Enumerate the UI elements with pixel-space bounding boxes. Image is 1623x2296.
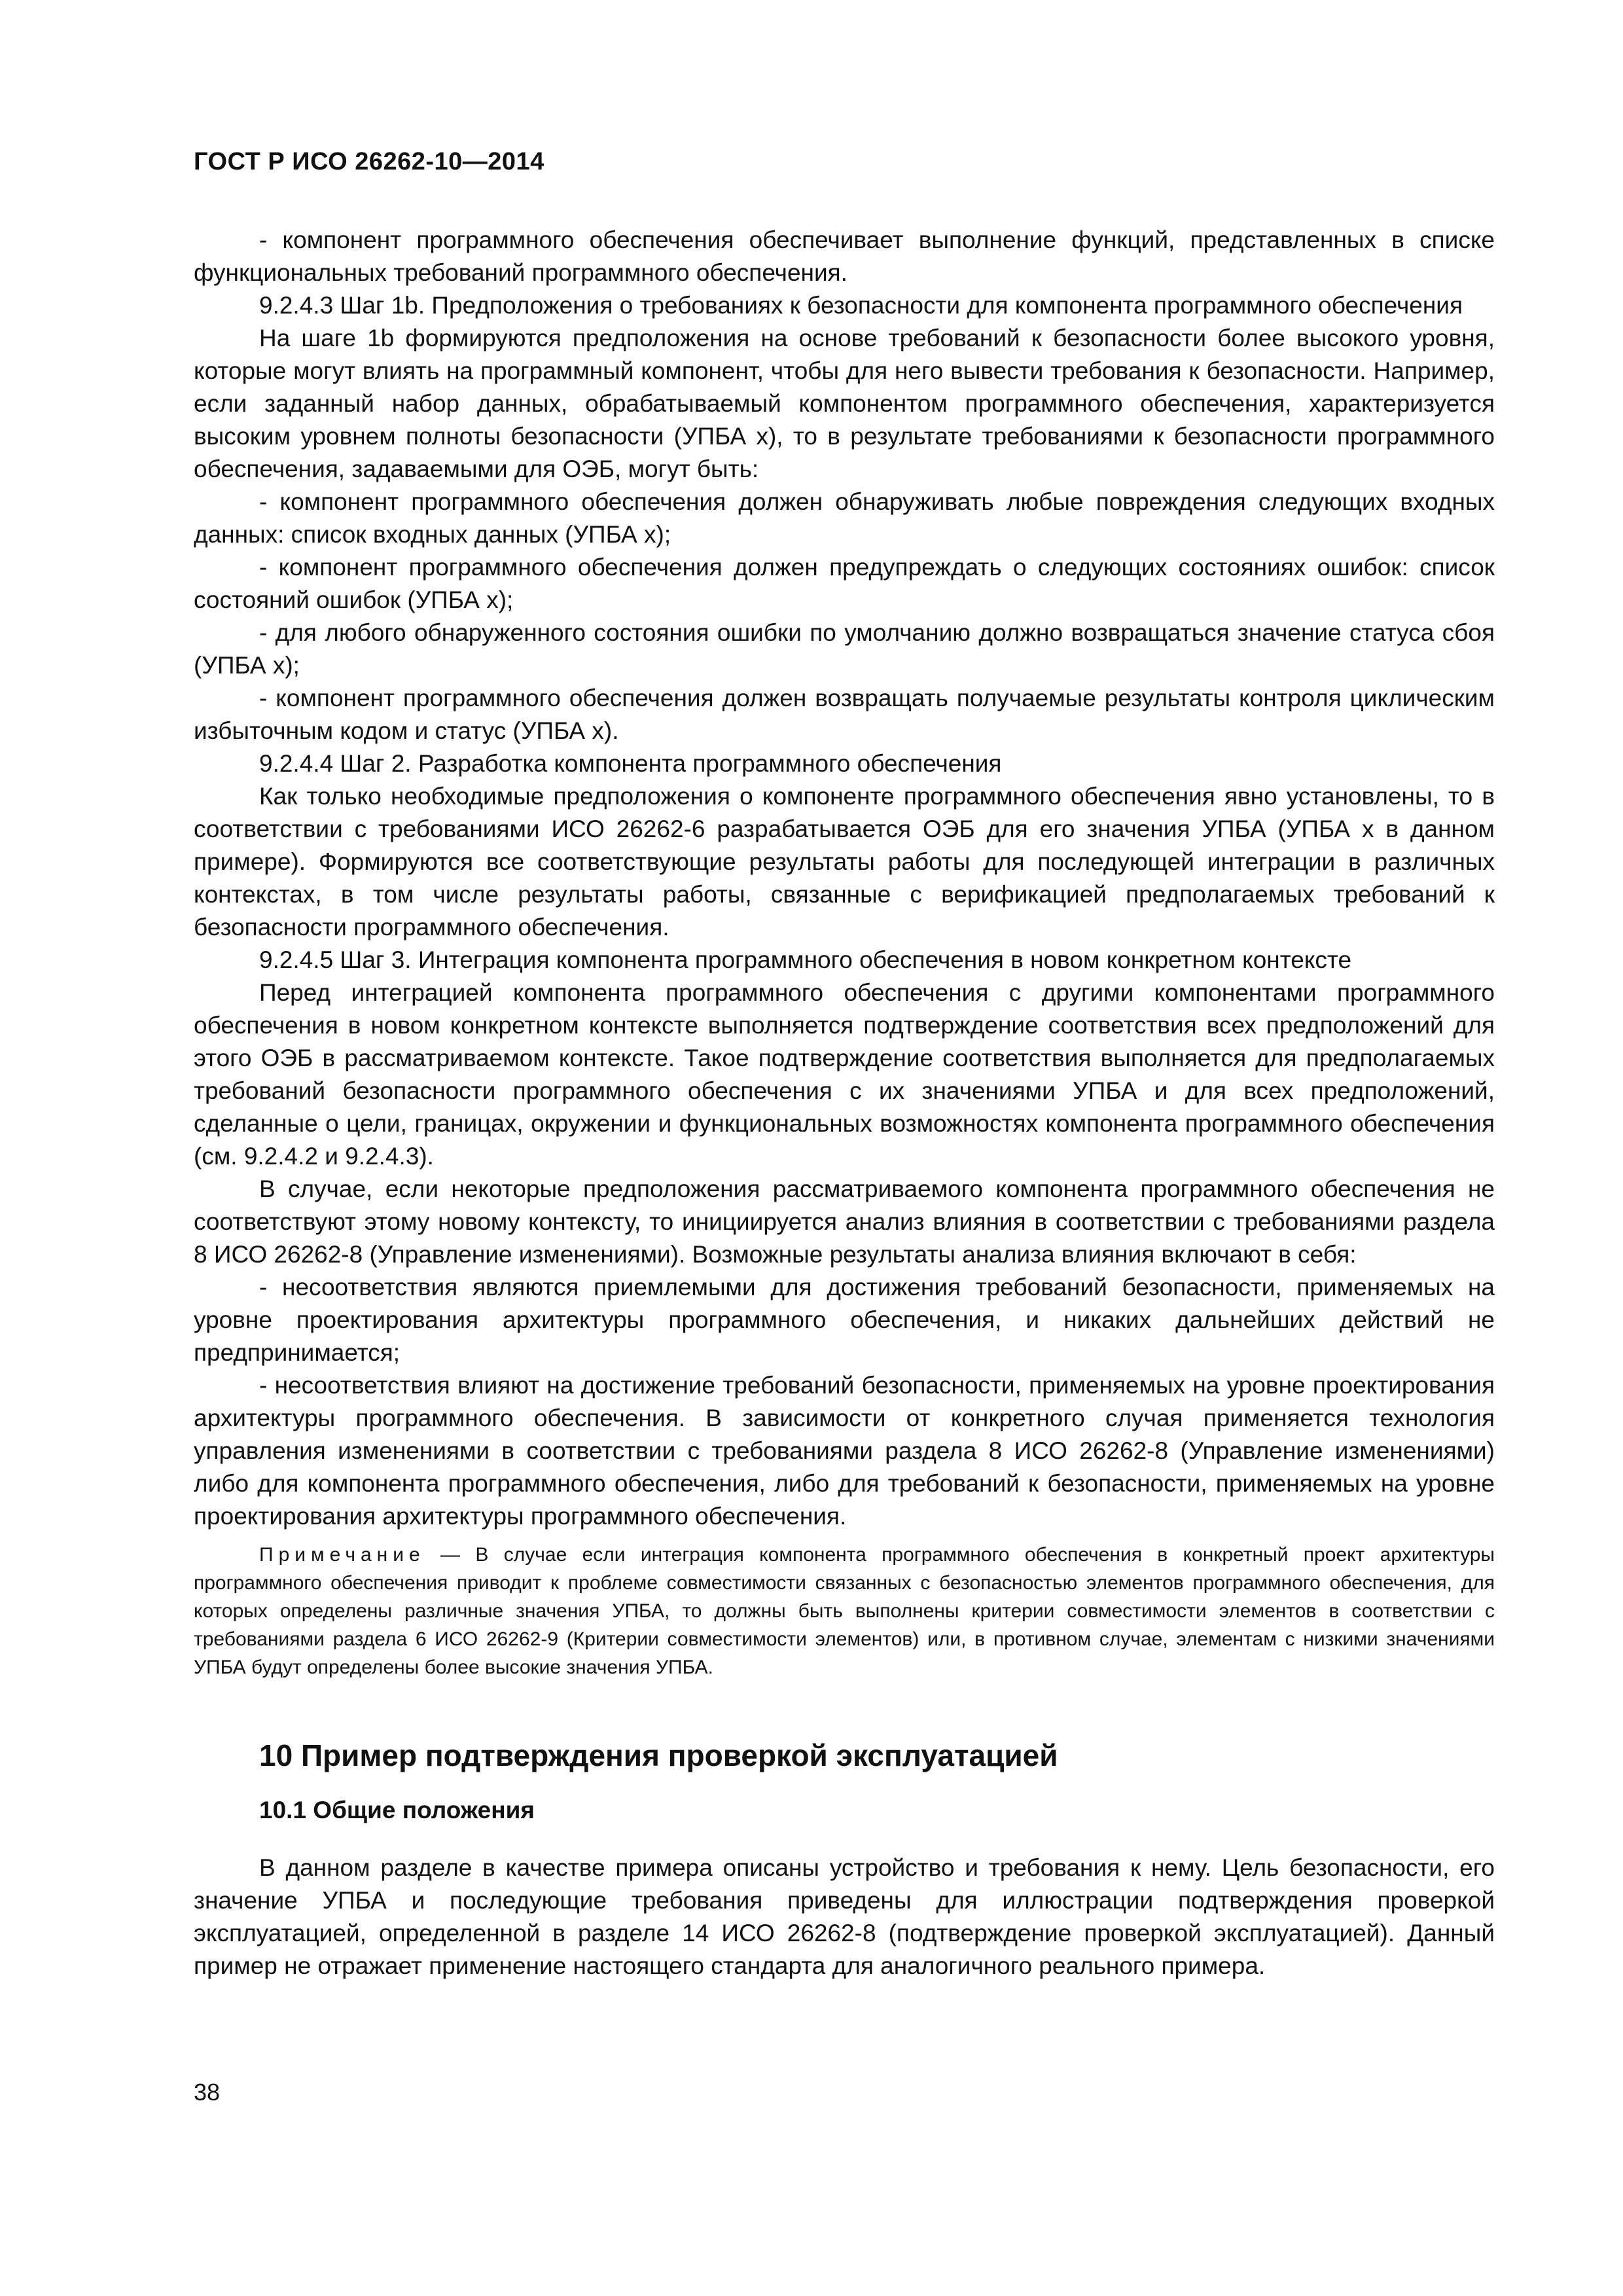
paragraph: В данном разделе в качестве примера описаны устройство и требования к нему. Цель безопасности, его значение УПБА и последующие требования приведены для иллюстрации подтверждения проверкой эксплуатацией, определенной в разделе 14 ИСО 26262-8 (подтверждение проверкой эксплуатацией). Данный пример не отражает применение настоящего стандарта для аналогичного реального примера. xyxy=(194,1854,1495,1979)
paragraph: На шаге 1b формируются предположения на основе требований к безопасности более высокого уровня, которые могут влиять на программный компонент, чтобы для него вывести требования к безопасности. Например, если заданный набор данных, обрабатываемый компонентом программного обеспечения, характеризуется высоким уровнем полноты безопасности (УПБА x), то в результате требованиями к безопасности программного обеспечения, задаваемыми для ОЭБ, могут быть: xyxy=(194,325,1495,482)
section-heading: 10 Пример подтверждения проверкой эксплуатацией xyxy=(259,1738,1058,1772)
note-label: Примечание xyxy=(259,1544,425,1566)
document-body xyxy=(194,224,1495,1982)
paragraph: Перед интеграцией компонента программного обеспечения с другими компонентами программного обеспечения в новом конкретном контексте выполняется подтверждение соответствия всех предположений для этого ОЭБ в рассматриваемом контексте. Такое подтверждение соответствия выполняется для предполагаемых требований безопасности программного обеспечения с их значениями УПБА и для всех предположений, сделанные о цели, границах, окружении и функциональных возможностях компонента программного обеспечения (см. 9.2.4.2 и 9.2.4.3). xyxy=(194,979,1495,1170)
paragraph: Как только необходимые предположения о компоненте программного обеспечения явно установлены, то в соответствии с требованиями ИСО 26262-6 разрабатывается ОЭБ для его значения УПБА (УПБА x в данном примере). Формируются все соответствующие результаты работы для последующей интеграции в различных контекстах, в том числе результаты работы, связанные с верификацией предполагаемых требований к безопасности программного обеспечения. xyxy=(194,783,1495,941)
clause-heading: 9.2.4.5 Шаг 3. Интеграция компонента программного обеспечения в новом конкретном контексте xyxy=(259,946,1352,973)
list-item: - несоответствия являются приемлемыми для достижения требований безопасности, применяемых на уровне проектирования архитектуры программного обеспечения, и никаких дальнейших действий не предпринимается; xyxy=(194,1274,1495,1366)
paragraph: В случае, если некоторые предположения рассматриваемого компонента программного обеспечения не соответствуют этому новому контексту, то инициируется анализ влияния в соответствии с требованиями раздела 8 ИСО 26262-8 (Управление изменениями). Возможные результаты анализа влияния включают в себя: xyxy=(194,1175,1495,1268)
clause-heading: 9.2.4.4 Шаг 2. Разработка компонента программного обеспечения xyxy=(259,750,1002,777)
list-item: - несоответствия влияют на достижение требований безопасности, применяемых на уровне проектирования архитектуры программного обеспечения. В зависимости от конкретного случая применяется технология управления изменениями в соответствии с требованиями раздела 8 ИСО 26262-8 (Управление изменениями) либо для компонента программного обеспечения, либо для требований к безопасности, применяемых на уровне проектирования архитектуры программного обеспечения. xyxy=(194,1372,1495,1530)
clause-heading: 9.2.4.3 Шаг 1b. Предположения о требованиях к безопасности для компонента программного обеспечения xyxy=(259,292,1463,319)
note xyxy=(194,1541,1495,1681)
subsection-heading: 10.1 Общие положения xyxy=(259,1797,535,1823)
list-item: - для любого обнаруженного состояния ошибки по умолчанию должно возвращаться значение статуса сбоя (УПБА x); xyxy=(194,619,1495,679)
paragraph: - компонент программного обеспечения обеспечивает выполнение функций, представленных в списке функциональных требований программного обеспечения. xyxy=(194,226,1495,286)
list-item: - компонент программного обеспечения должен предупреждать о следующих состояниях ошибок: список состояний ошибок (УПБА x); xyxy=(194,554,1495,613)
list-item: - компонент программного обеспечения должен обнаруживать любые повреждения следующих входных данных: список входных данных (УПБА x); xyxy=(194,488,1495,548)
list-item: - компонент программного обеспечения должен возвращать получаемые результаты контроля циклическим избыточным кодом и статус (УПБА x). xyxy=(194,685,1495,744)
note-text: — В случае если интеграция компонента программного обеспечения в конкретный проект архитектуры программного обеспечения приводит к проблеме совместимости связанных с безопасностью элементов программного обеспечения, для которых определены различные значения УПБА, то должны быть выполнены критерии совместимости элементов в соответствии с требованиями раздела 6 ИСО 26262-9 (Критерии совместимости элементов) или, в противном случае, элементам с низкими значениями УПБА будут определены более высокие значения УПБА. xyxy=(194,1544,1495,1678)
page-number: 38 xyxy=(194,2079,221,2106)
document-header: ГОСТ Р ИСО 26262-10—2014 xyxy=(194,148,544,175)
